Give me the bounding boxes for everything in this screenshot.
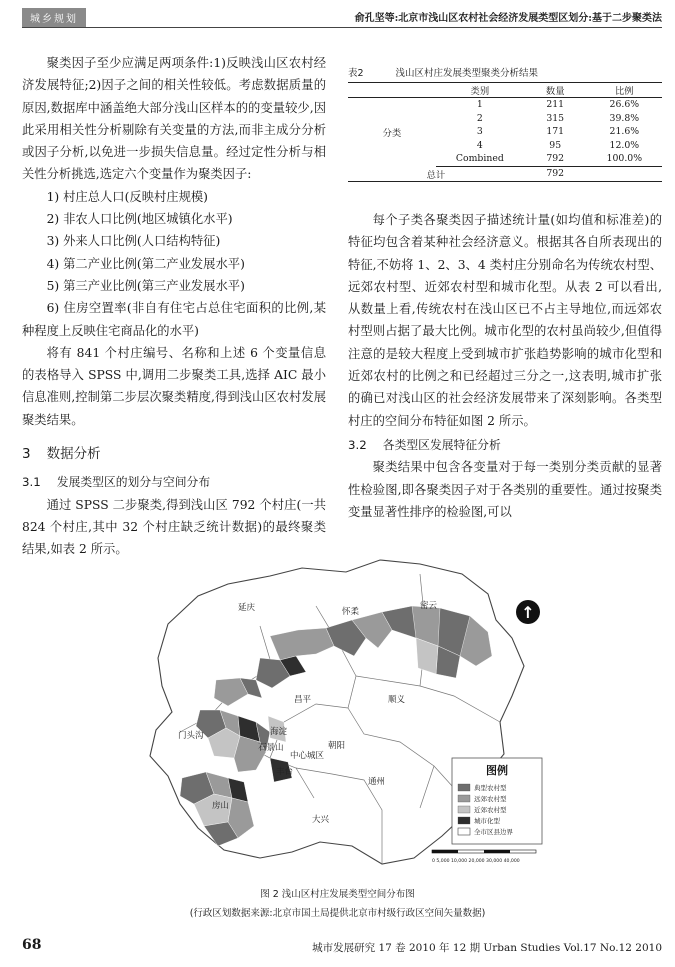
- district-label: 门头沟: [178, 731, 204, 741]
- factor-item: 5) 第三产业比例(第三产业发展水平): [46, 278, 245, 293]
- legend-label: 典型农村型: [474, 784, 507, 792]
- left-column: [22, 52, 326, 561]
- north-arrow-icon: ↑: [521, 603, 535, 622]
- district-label: 丰台: [276, 767, 294, 777]
- total-count: 792: [546, 168, 565, 179]
- section-number: 3.1: [22, 475, 41, 490]
- legend-label: 近郊农村型: [474, 806, 507, 814]
- district-label: 密云: [420, 601, 438, 611]
- legend-swatch: [458, 795, 470, 802]
- table-title: 浅山区村庄发展类型聚类分析结果: [395, 68, 539, 79]
- section-tag: 城乡规划: [22, 8, 86, 27]
- legend-swatch: [458, 817, 470, 824]
- total-label: 总计: [426, 169, 446, 181]
- legend-label: 全市区县边界: [474, 828, 513, 836]
- district-label: 朝阳: [328, 741, 346, 751]
- district-label: 海淀: [270, 727, 288, 737]
- legend-swatch: [458, 784, 470, 791]
- table-2: [348, 66, 662, 182]
- section-heading-3: [22, 443, 326, 465]
- scale-label: 0 5,000 10,000 20,000 30,000 40,000: [432, 859, 520, 864]
- district-label: 石景山: [258, 743, 284, 753]
- group-label: 分类: [382, 128, 402, 139]
- section-heading-3-2: [348, 434, 662, 456]
- category-cell: 3: [476, 126, 483, 138]
- district-label: 通州: [368, 777, 386, 787]
- column-header: 类别: [436, 83, 524, 98]
- factor-item: 6) 住房空置率(非自有住宅占总住宅面积的比例,某种程度上反映住宅商品化的水平): [22, 301, 326, 338]
- method-paragraph: 将有 841 个村庄编号、名称和上述 6 个变量信息的表格导入 SPSS 中,调用二步聚类工具,选择 AIC 最小信息准则,控制第二步层次聚类精度,得到浅山区农村发展聚类结果。: [22, 345, 326, 427]
- column-header: 数量: [524, 83, 587, 98]
- ratio-cell: 21.6%: [609, 126, 640, 138]
- ratio-cell: 26.6%: [609, 99, 640, 111]
- figure-caption: [0, 885, 675, 923]
- cluster-table: [348, 82, 662, 182]
- page-header: [22, 7, 662, 27]
- count-cell: 315: [546, 112, 565, 124]
- scale-bar: [432, 850, 536, 864]
- legend-label: 远郊农村型: [474, 795, 507, 803]
- category-cell: 1: [476, 99, 483, 111]
- count-cell: 95: [549, 139, 562, 151]
- section-heading-3-1: [22, 471, 326, 493]
- table-caption: [348, 66, 662, 82]
- section-title: 数据分析: [46, 446, 101, 463]
- page-number: 68: [22, 937, 42, 953]
- table-header-row: [348, 83, 662, 98]
- factor-item: 3) 外来人口比例(人口结构特征): [46, 234, 221, 249]
- legend-label: 城市化型: [474, 817, 500, 825]
- running-title: 俞孔坚等:北京市浅山区农村社会经济发展类型区划分:基于二步聚类法: [354, 13, 662, 24]
- table-row: [348, 98, 662, 112]
- ratio-cell: 39.8%: [609, 112, 640, 124]
- figure-2-map: [120, 546, 554, 876]
- table-total-row: [348, 166, 662, 181]
- figure-title: 图 2 浅山区村庄发展类型空间分布图: [260, 889, 415, 900]
- district-label: 顺义: [388, 695, 406, 705]
- cluster-naming-paragraph: 每个子类各聚类因子描述统计量(如均值和标准差)的特征均包含着某种社会经济意义。根据其各自所表现出的特征,不妨将 1、2、3、4 类村庄分别命名为传统农村型、远郊农村型、近郊农村型和城市化型。从表 2 可以看出,从数量上看,传统农村在浅山区已不占主导地位,而远郊农村型则占据了最大比例。城市化型的农村虽尚较少,但值得注意的是较大程度上受到城市扩张趋势影响的城市化型和近郊农村的比例之和已经超过三分之一,这表明,城市扩张的确已对浅山区的社会经济发展带来了深刻影响。各类型村庄的空间分布特征如图 2 所示。: [348, 213, 662, 428]
- intro-paragraph: 聚类因子至少应满足两项条件:1)反映浅山区农村经济发展特征;2)因子之间的相关性较低。考虑数据质量的原因,数据库中涵盖绝大部分浅山区样本的的变量较少,因此采用相关性分析剔除有关变量的方法,而非主成分分析或因子分析,以免进一步损失信息量。经过定性分析与相关性分析挑选,选定六个变量作为聚类因子:: [22, 56, 326, 182]
- category-cell: 4: [476, 139, 483, 151]
- section-title: 各类型区发展特征分析: [382, 437, 501, 452]
- right-column: [348, 209, 662, 523]
- district-label: 大兴: [312, 815, 330, 825]
- legend-swatch: [458, 806, 470, 813]
- journal-footer: 城市发展研究 17 卷 2010 年 12 期 Urban Studies Vol.17 No.12 2010: [312, 942, 662, 954]
- district-label: 昌平: [294, 695, 312, 705]
- count-cell: 792: [524, 152, 587, 166]
- header-rule: [22, 27, 662, 28]
- count-cell: 211: [546, 99, 565, 111]
- figure-source: (行政区划数据来源:北京市国土局提供北京市村级行政区空间矢量数据): [189, 908, 486, 919]
- map-svg: [120, 546, 554, 876]
- ratio-cell: 12.0%: [609, 139, 640, 151]
- section-number: 3.2: [348, 437, 367, 452]
- district-label: 延庆: [238, 603, 256, 613]
- factor-item: 1) 村庄总人口(反映村庄规模): [46, 189, 208, 204]
- section-number: 3: [22, 446, 31, 463]
- ratio-cell: 100.0%: [587, 152, 662, 166]
- map-legend: [452, 758, 542, 844]
- section-title: 发展类型区的划分与空间分布: [56, 475, 211, 490]
- north-arrow: [516, 600, 540, 624]
- factor-item: 2) 非农人口比例(地区城镇化水平): [46, 212, 233, 227]
- significance-paragraph: 聚类结果中包含各变量对于每一类别分类贡献的显著性检验图,即各聚类因子对于各类别的重要性。通过按聚类变量显著性排序的检验图,可以: [348, 460, 662, 519]
- factor-item: 4) 第二产业比例(第二产业发展水平): [46, 256, 245, 271]
- district-label: 中心城区: [290, 751, 325, 761]
- district-label: 房山: [212, 801, 230, 811]
- legend-swatch: [458, 828, 470, 835]
- district-label: 怀柔: [342, 607, 360, 617]
- category-cell: Combined: [436, 152, 524, 166]
- table-number: 表2: [348, 68, 364, 79]
- legend-title: 图例: [486, 764, 508, 777]
- count-cell: 171: [546, 126, 565, 138]
- column-header: 比例: [587, 83, 662, 98]
- category-cell: 2: [476, 112, 483, 124]
- result-paragraph: 通过 SPSS 二步聚类,得到浅山区 792 个村庄(一共824 个村庄,其中 32 个村庄缺乏统计数据)的最终聚类结果,如表 2 所示。: [22, 497, 326, 557]
